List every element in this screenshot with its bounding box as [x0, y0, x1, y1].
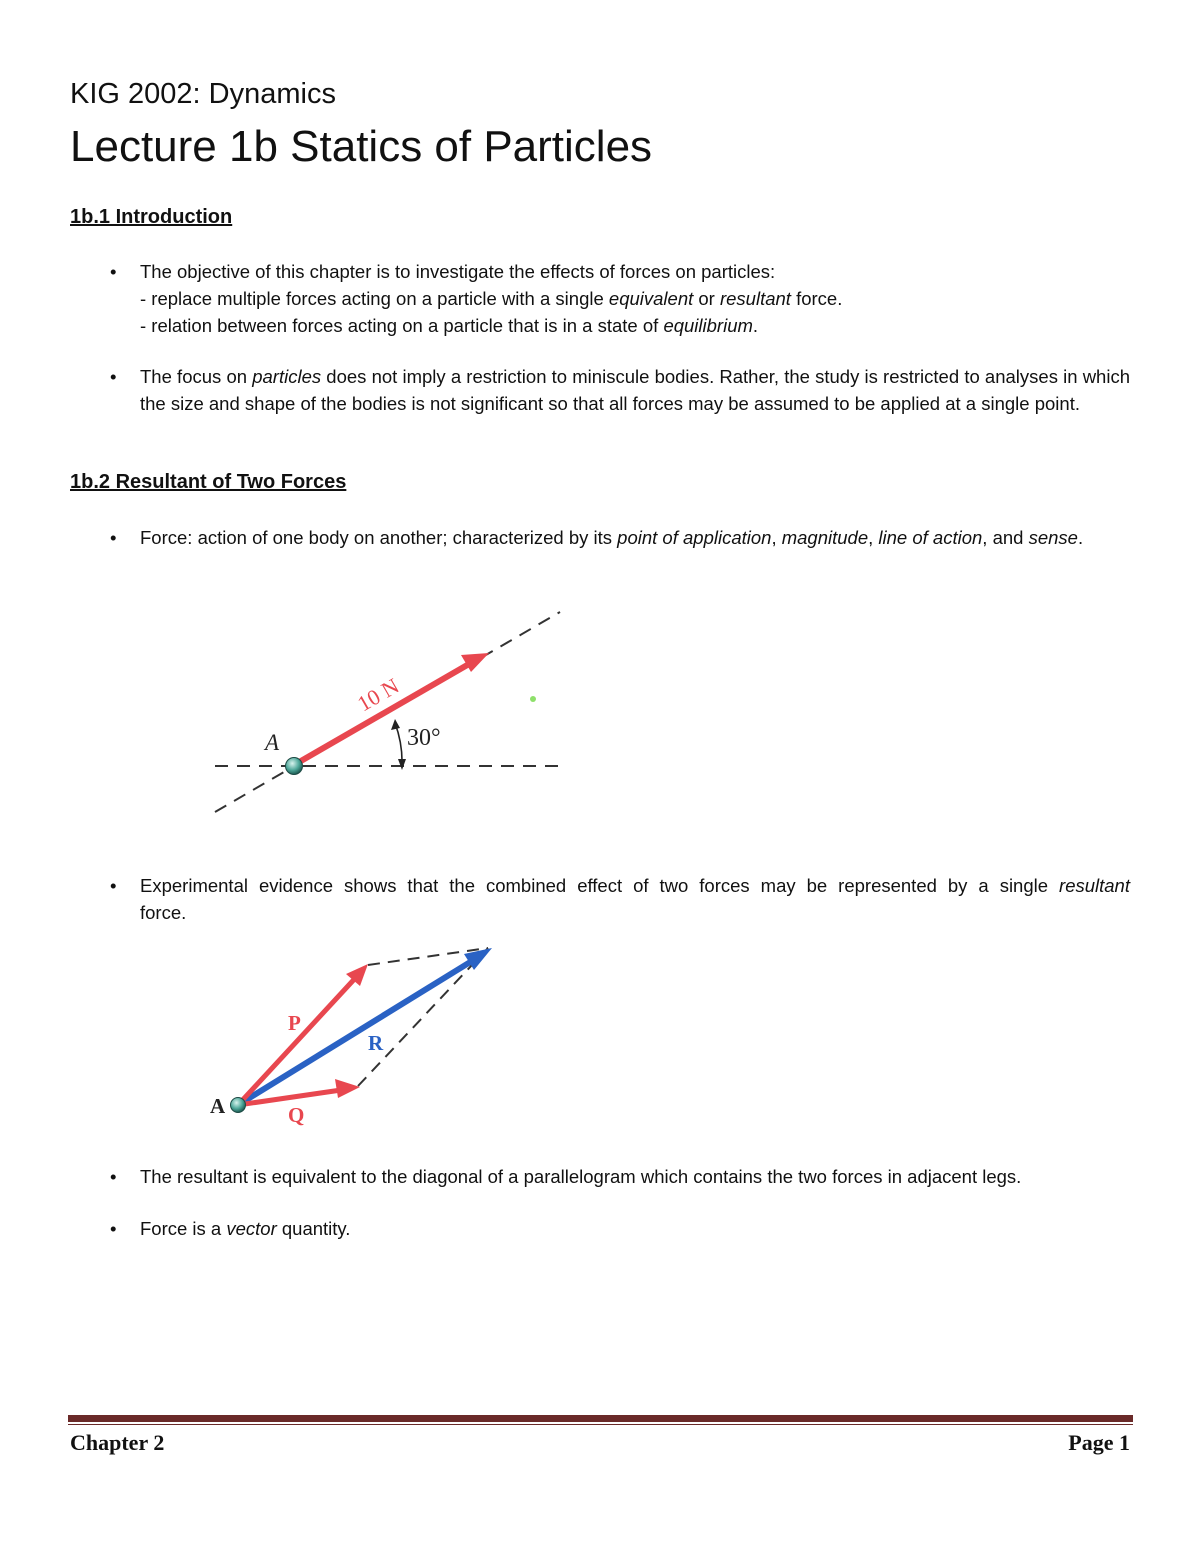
force-diagram-figure [205, 600, 575, 820]
particle-point [231, 1098, 246, 1113]
emphasis: sense [1028, 527, 1078, 548]
emphasis: equivalent [608, 288, 694, 309]
emphasis: equilibrium [663, 315, 753, 336]
bullet-experimental-evidence [140, 872, 1130, 926]
footer-chapter: Chapter 2 [70, 1430, 165, 1455]
bullet-line [140, 872, 1130, 899]
resultant-label: R [368, 1031, 384, 1055]
emphasis: line of action [878, 527, 983, 548]
bullet-vector [140, 1215, 1130, 1242]
text-run: The focus on [140, 366, 253, 387]
footer-rule [68, 1415, 1133, 1422]
footer-page-number: Page 1 [1068, 1430, 1130, 1455]
emphasis: resultant [1059, 875, 1130, 896]
bullet-line: force. [140, 902, 187, 923]
text-run: quantity. [276, 1218, 351, 1239]
text-run: or [693, 288, 720, 309]
course-title: KIG 2002: Dynamics [70, 78, 336, 110]
point-label: A [210, 1094, 226, 1118]
bullet-line [140, 285, 1130, 312]
bullet-line [140, 312, 1130, 339]
text-run: - relation between forces acting on a particle that is in a state of [140, 315, 664, 336]
particle-point [286, 758, 303, 775]
bullet-parallelogram: • The resultant is equivalent to the diagonal of a parallelogram which contains the two forces in adjacent legs. [140, 1163, 1130, 1190]
text-run: , [868, 527, 879, 548]
bullet-line: • The objective of this chapter is to investigate the effects of forces on particles: [140, 261, 776, 282]
text-run: . [752, 315, 759, 336]
section-heading-introduction: 1b.1 Introduction [70, 206, 233, 228]
force-p-label: P [288, 1011, 301, 1035]
point-label: A [265, 730, 280, 755]
force-q-label: Q [288, 1103, 305, 1127]
text-run: does not imply a restriction to miniscule bodies. Rather, the study is restricted to analyses in which the size and shape of the bodies is not significant so that all forces may be assumed to be applied at a single point. [140, 366, 1130, 414]
angle-arrowhead [398, 759, 406, 770]
emphasis: vector [226, 1218, 277, 1239]
footer-rule-thin [68, 1424, 1133, 1425]
bullet-particles-focus [140, 363, 1130, 417]
text-run: . [1077, 527, 1084, 548]
text-run: , [771, 527, 782, 548]
emphasis: magnitude [781, 527, 869, 548]
text-run: Experimental evidence shows that the combined effect of two forces may be represented by a single [140, 875, 1060, 896]
force-q-arrowhead [335, 1079, 360, 1098]
force-magnitude-label: 10 N [353, 672, 404, 717]
emphasis: point of application [617, 527, 772, 548]
parallelogram-figure [200, 938, 510, 1138]
bullet-objective [140, 258, 1130, 339]
text-run: Force is a [140, 1218, 227, 1239]
text-run: Force: action of one body on another; characterized by its [140, 527, 618, 548]
bullet-force-definition [140, 524, 1130, 551]
emphasis: particles [252, 366, 322, 387]
text-run: force. [790, 288, 843, 309]
angle-label: 30° [407, 725, 441, 751]
section-heading-resultant: 1b.2 Resultant of Two Forces [70, 471, 347, 493]
lecture-title: Lecture 1b Statics of Particles [70, 122, 653, 171]
text-run: , and [982, 527, 1029, 548]
angle-arrowhead [391, 719, 400, 730]
text-run: - replace multiple forces acting on a particle with a single [140, 288, 609, 309]
emphasis: resultant [719, 288, 791, 309]
marker-dot [530, 696, 536, 702]
